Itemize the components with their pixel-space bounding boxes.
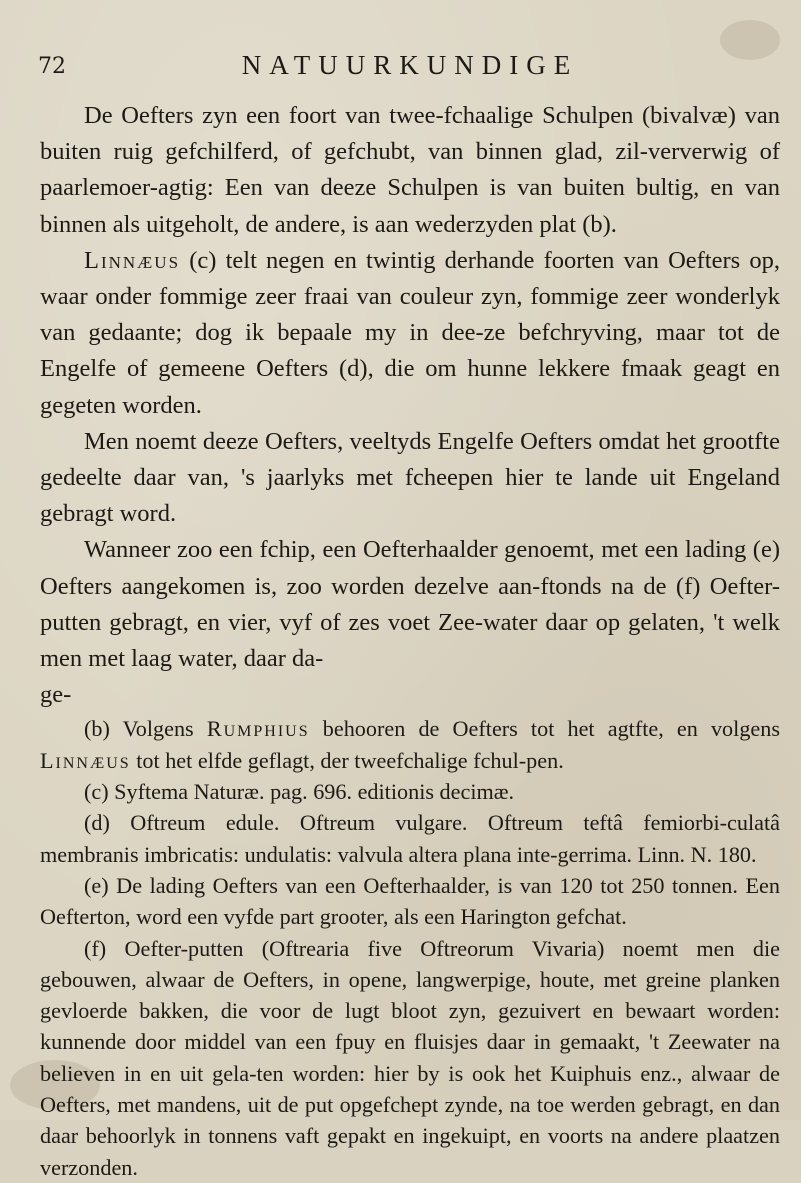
paragraph-oyster-ship: Wanneer zoo een fchip, een Oefterhaalder genoemt, met een lading (e) Oefters aangekomen is, zoo worden dezelve aan-ftonds na de (f) Oefter-putten gebragt, en vier, vyf of zes voet Zee-water daar op gelaten, 't welk men met laag water, daar da- <box>40 536 780 673</box>
catchword: ge- <box>40 681 72 709</box>
footnote-b <box>40 713 780 776</box>
paragraph-linnaeus <box>40 243 780 424</box>
main-text <box>40 98 780 713</box>
paragraph-linnaeus-text: (c) telt negen en twintig derhande foorten van Oefters op, waar onder fommige zeer fraai van couleur zyn, fommige zeer wonderlyk van gedaante; dog ik bepaale my in dee-ze befchryving, maar tot de Engelfe of gemeene Oefters (d), die om hunne lekkere fmaak geagt en gegeten worden. <box>40 246 780 419</box>
author-name-rumphius: Rumphius <box>206 716 310 742</box>
paragraph-oysters-description: De Oefters zyn een foort van twee-fchaalige Schulpen (bivalvæ) van buiten ruig gefchilferd, of gefchubt, van binnen glad, zil-ververwig of paarlemoer-agtig: Een van deeze Schulpen is van buiten bultig, en van binnen als uitgeholt, de andere, is aan wederzyden plat (b). <box>40 102 780 238</box>
footnote-f: (f) Oefter-putten (Oftrearia five Oftreorum Vivaria) noemt men die gebouwen, alwaar de Oefters, in opene, langwerpige, houte, met greine planken gevloerde bakken, die voor de lugt bloot zyn, gezuivert en bewaart worden: kunnende door middel van een fpuy en fluisjes daar in gemaakt, 't Zeewater na believen in en uit gela-ten worden: hier by is ook het Kuiphuis enz., alwaar de Oefters, met mandens, uit de put opgefchept zynde, na toe werden gebragt, en dan daar behoorlyk in tonnens vaft gepakt en ingekuipt, en voorts na andere plaatzen verzonden. <box>40 935 780 1180</box>
footnote-b-text: tot het elfde geflagt, der tweefchalige fchul-pen. <box>130 747 564 773</box>
paragraph-english-oysters: Men noemt deeze Oefters, veeltyds Engelfe Oefters omdat het grootfte gedeelte daar van, 's jaarlyks met fcheepen hier te lande uit Engeland gebragt word. <box>40 427 780 528</box>
page-body <box>40 98 780 1183</box>
page-header <box>30 50 790 90</box>
footnote-d: (d) Oftreum edule. Oftreum vulgare. Oftreum teftâ femiorbi-culatâ membranis imbricatis: undulatis: valvula altera plana inte-gerrima. Linn. N. 180. <box>40 810 780 867</box>
footnote-e: (e) De lading Oefters van een Oefterhaalder, is van 120 tot 250 tonnen. Een Oefterton, word een vyfde part grooter, als een Harington gefchat. <box>40 872 780 930</box>
footnotes <box>40 713 780 1182</box>
author-name-linnaeus: Linnæus <box>40 747 131 773</box>
footnote-b-text: (b) Volgens <box>84 716 207 742</box>
running-head: NATUURKUNDIGE <box>241 50 579 80</box>
page-number: 72 <box>38 54 66 79</box>
footnote-c: (c) Syftema Naturæ. pag. 696. editionis decimæ. <box>84 779 515 805</box>
footnote-b-text: behooren de Oefters tot het agtfte, en volgens <box>309 716 780 742</box>
author-name-linnaeus: Linnæus <box>84 246 181 274</box>
